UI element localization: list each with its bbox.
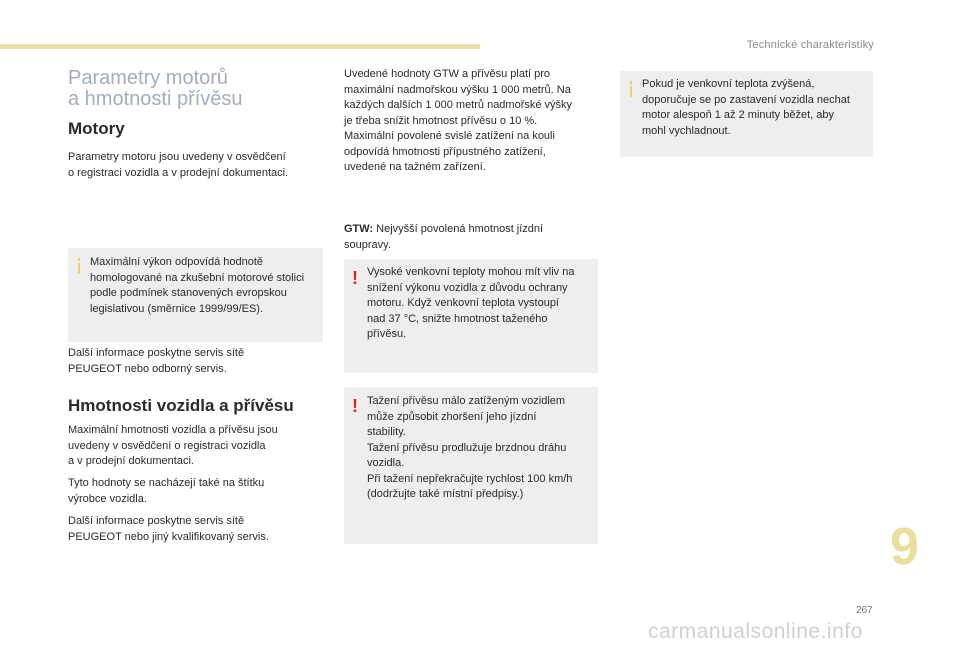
text-line: Vysoké venkovní teploty mohou mít vliv na <box>367 266 575 278</box>
text-line: Tažení přívěsu prodlužuje brzdnou dráhu <box>367 441 567 454</box>
page-title-line2: a hmotnosti přívěsu <box>68 88 243 110</box>
text-line: Další informace poskytne servis sítě <box>68 347 245 359</box>
text-line: Pokud je venkovní teplota zvýšená, <box>642 78 815 90</box>
info-icon <box>78 258 80 274</box>
page-title <box>68 68 328 110</box>
warning-box-high-temperature <box>344 259 598 373</box>
page-number: 267 <box>856 605 873 616</box>
text-line: maximální nadmořskou výšku 1 000 metrů. Na <box>344 83 571 96</box>
text-line: přívěsu. <box>367 328 407 340</box>
text-line: homologované na zkušební motorové stolici <box>90 271 305 284</box>
text-line: snížení výkonu vozidla z důvodu ochrany <box>367 281 568 294</box>
text-line: Tyto hodnoty se nacházejí také na štítku <box>68 477 265 489</box>
hmotnosti-paragraph-3 <box>68 514 328 545</box>
text-line: mohl vychladnout. <box>642 124 731 137</box>
text-line: stability. <box>367 426 406 438</box>
text-line: Tažení přívěsu málo zatíženým vozidlem <box>367 395 566 407</box>
header-accent-bar <box>0 44 480 49</box>
text-line: může způsobit zhoršení jeho jízdní <box>367 410 537 423</box>
text-line: Maximální povolené svislé zatížení na kouli <box>344 130 555 142</box>
hmotnosti-paragraph-1 <box>68 423 328 470</box>
info-box-max-power <box>68 248 323 342</box>
warning-icon: ! <box>352 396 358 416</box>
gtw-altitude-paragraph <box>344 67 599 176</box>
text-line: a v prodejní dokumentaci. <box>68 455 194 467</box>
text-line: každých dalších 1 000 metrů nadmořské výšky <box>344 99 573 111</box>
info-icon <box>630 81 632 97</box>
text-line: nad 37 °C, snižte hmotnost taženého <box>367 312 548 325</box>
section-title: Technické charakteristiky <box>746 39 874 51</box>
warning-box-text <box>367 394 597 503</box>
text-line: výrobce vozidla. <box>68 492 147 505</box>
text-line: legislativou (směrnice 1999/99/ES). <box>90 302 264 315</box>
hmotnosti-heading: Hmotnosti vozidla a přívěsu <box>68 396 294 415</box>
warning-box-towing <box>344 387 598 544</box>
text-line: (dodržujte také místní předpisy.) <box>367 488 524 500</box>
text-line: uvedeny v osvědčení o registraci vozidla <box>68 439 266 452</box>
text-line: Další informace poskytne servis sítě <box>68 515 245 527</box>
text-line: Parametry motoru jsou uvedeny v osvědčení <box>68 151 286 163</box>
left-column <box>68 68 328 110</box>
text-line: soupravy. <box>344 238 391 251</box>
text-line: je třeba snížit hmotnost přívěsu o 10 %. <box>344 114 538 127</box>
text-line: Maximální hmotnosti vozidla a přívěsu jsou <box>68 424 278 436</box>
info-box-text <box>642 77 872 139</box>
text-line: podle podmínek stanovených evropskou <box>90 287 287 299</box>
text-line: Maximální výkon odpovídá hodnotě <box>90 256 264 268</box>
text-line: vozidla. <box>367 457 405 469</box>
motory-paragraph-1 <box>68 150 328 181</box>
text-line: Uvedené hodnoty GTW a přívěsu platí pro <box>344 68 551 80</box>
gtw-definition <box>344 222 599 253</box>
text-line: motor alespoň 1 až 2 minuty běžet, aby <box>642 109 834 121</box>
text-line: uvedené na tažném zařízení. <box>344 161 486 173</box>
gtw-text: Nejvyšší povolená hmotnost jízdní <box>373 223 544 235</box>
text-line: PEUGEOT nebo odborný servis. <box>68 362 227 375</box>
chapter-number: 9 <box>890 518 919 576</box>
text-line: doporučuje se po zastavení vozidla nechat <box>642 93 850 106</box>
watermark: carmanualsonline.info <box>648 620 863 643</box>
warning-box-text <box>367 265 597 343</box>
motory-heading: Motory <box>68 119 125 138</box>
text-line: Při tažení nepřekračujte rychlost 100 km/h <box>367 472 573 485</box>
gtw-label: GTW: <box>344 223 374 235</box>
text-line: motoru. Když venkovní teplota vystoupí <box>367 297 559 309</box>
hmotnosti-paragraph-2 <box>68 476 328 507</box>
motory-paragraph-2 <box>68 346 328 377</box>
text-line: PEUGEOT nebo jiný kvalifikovaný servis. <box>68 530 269 543</box>
info-box-text <box>90 255 322 317</box>
warning-icon: ! <box>352 268 358 288</box>
page-title-line1: Parametry motorů <box>68 67 229 89</box>
text-line: o registraci vozidla a v prodejní dokumentaci. <box>68 166 289 179</box>
text-line: odpovídá hmotnosti přípustného zatížení, <box>344 145 546 158</box>
info-box-cooldown <box>620 71 873 157</box>
text-line <box>344 222 599 238</box>
